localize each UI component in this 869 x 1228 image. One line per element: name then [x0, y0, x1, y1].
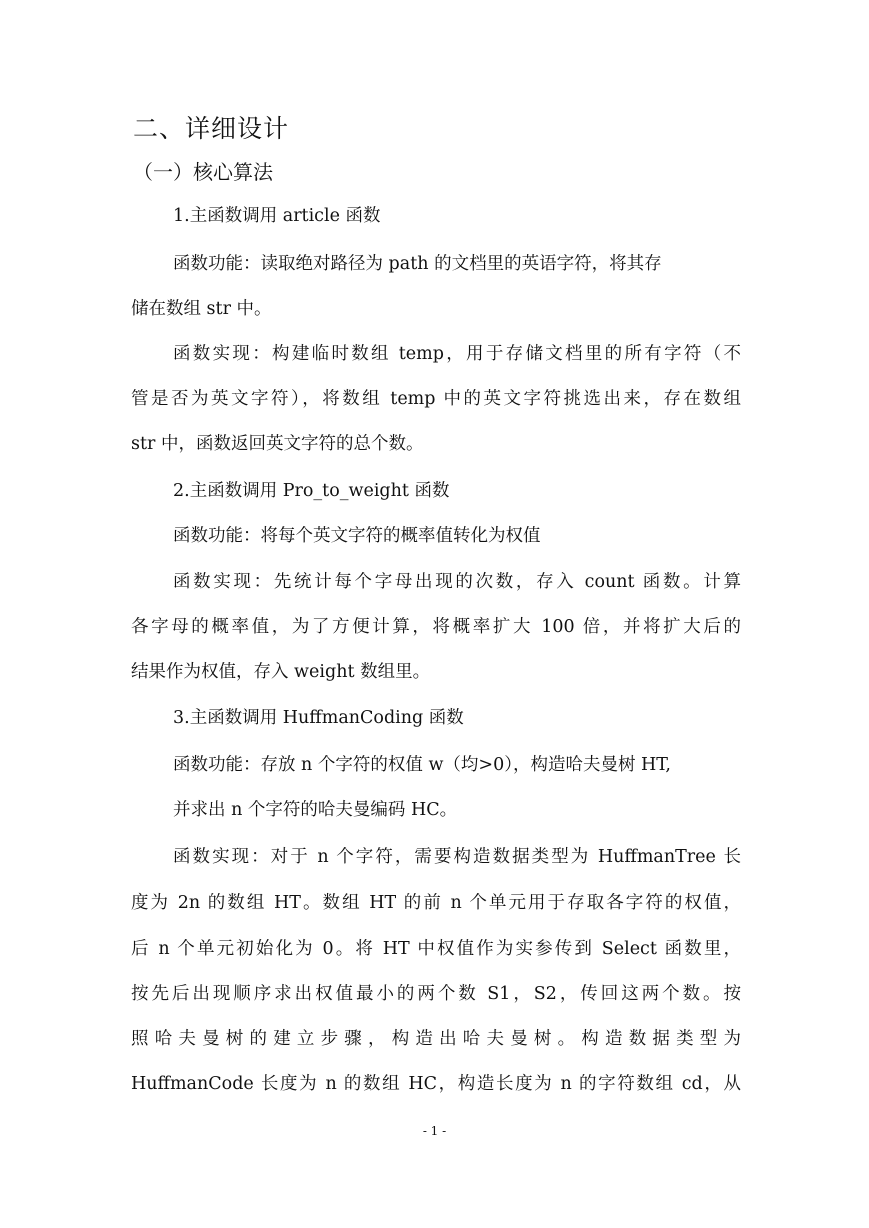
paragraph-line: str 中，函数返回英文字符的总个数。: [131, 434, 424, 454]
paragraph-line: 函数实现：构建临时数组 temp，用于存储文档里的所有字符（不: [173, 344, 741, 364]
section-heading: 二、详细设计: [133, 114, 290, 143]
paragraph-line: HuffmanCode 长度为 n 的数组 HC，构造长度为 n 的字符数组 cd，从: [131, 1074, 741, 1094]
paragraph-line: 函数功能：将每个英文字符的概率值转化为权值: [173, 526, 541, 546]
paragraph-line: 函数功能：存放 n 个字符的权值 w（均>0），构造哈夫曼树 HT,: [173, 755, 671, 775]
paragraph-line: 储在数组 str 中。: [131, 299, 272, 319]
paragraph-line: 后 n 个单元初始化为 0。将 HT 中权值作为实参传到 Select 函数里，: [131, 939, 741, 959]
subsection-heading: （一）核心算法: [133, 160, 273, 184]
paragraph-line: 3.主函数调用 HuffmanCoding 函数: [173, 708, 464, 728]
paragraph-line: 按先后出现顺序求出权值最小的两个数 S1，S2，传回这两个数。按: [131, 984, 741, 1004]
paragraph-line: 管是否为英文字符），将数组 temp 中的英文字符挑选出来，存在数组: [131, 389, 741, 409]
paragraph-line: 结果作为权值，存入 weight 数组里。: [131, 662, 431, 682]
paragraph-line: 度为 2n 的数组 HT。数组 HT 的前 n 个单元用于存取各字符的权值，: [131, 893, 741, 913]
page-number: - 1 -: [422, 1124, 447, 1138]
paragraph-line: 函数实现：对于 n 个字符，需要构造数据类型为 HuffmanTree 长: [173, 847, 741, 867]
paragraph-line: 函数功能：读取绝对路径为 path 的文档里的英语字符，将其存: [173, 254, 662, 274]
paragraph-line: 照哈夫曼树的建立步骤，构造出哈夫曼树。构造数据类型为: [131, 1029, 741, 1049]
paragraph-line: 1.主函数调用 article 函数: [173, 206, 381, 226]
paragraph-line: 并求出 n 个字符的哈夫曼编码 HC。: [173, 800, 458, 820]
paragraph-line: 函数实现：先统计每个字母出现的次数，存入 count 函数。计算: [173, 572, 741, 592]
paragraph-line: 2.主函数调用 Pro_to_weight 函数: [173, 481, 450, 501]
paragraph-line: 各字母的概率值，为了方便计算，将概率扩大 100 倍，并将扩大后的: [131, 617, 741, 637]
